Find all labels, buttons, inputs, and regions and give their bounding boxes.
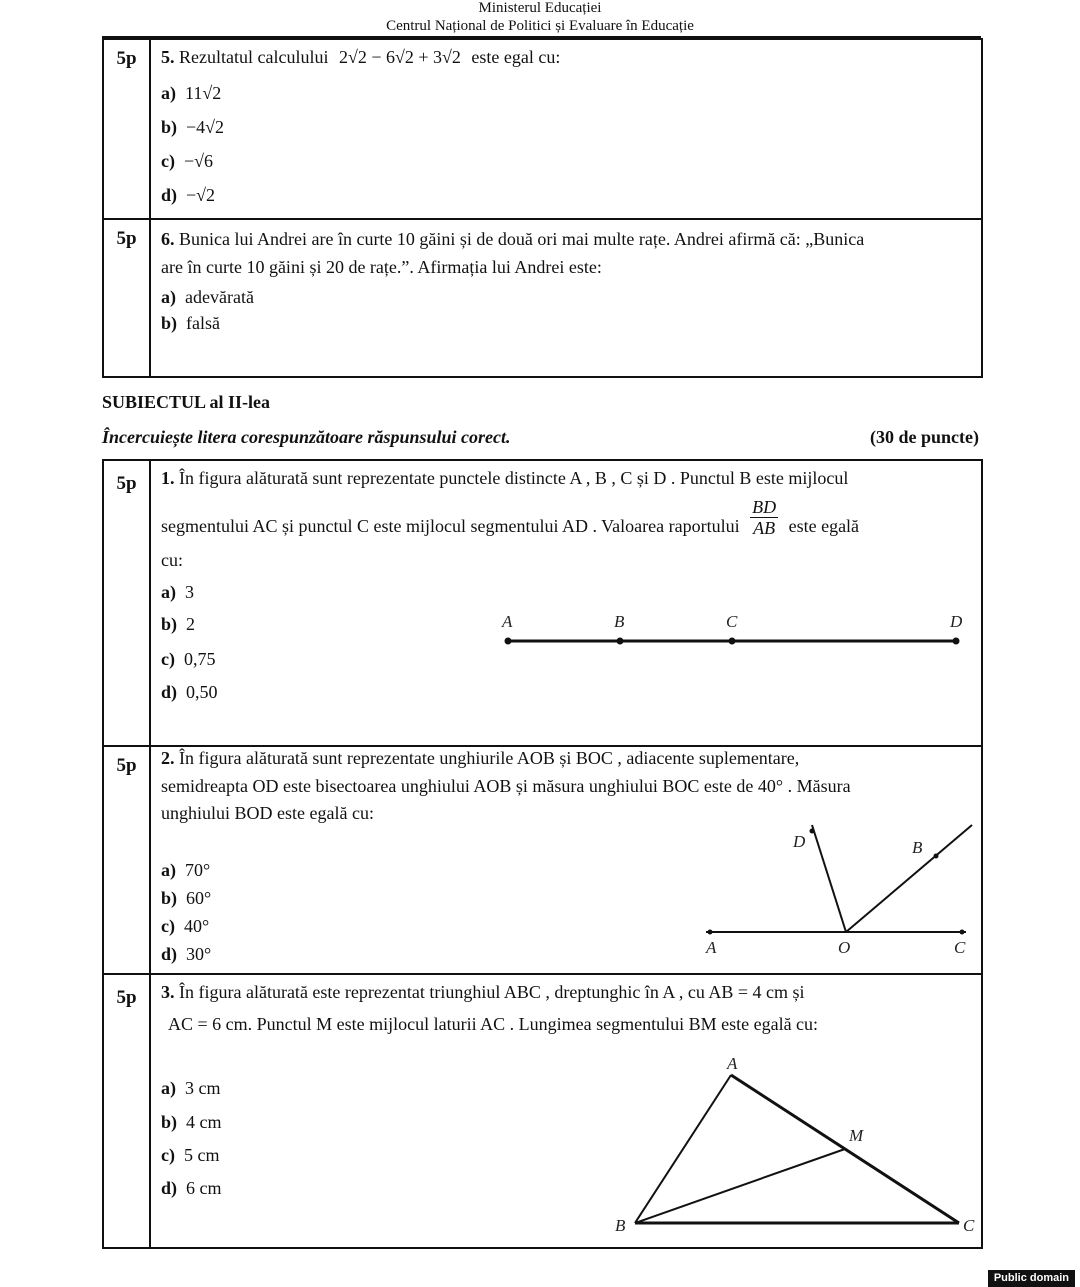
label-c: C	[963, 1216, 975, 1235]
point-d	[953, 638, 960, 645]
option-letter: d)	[161, 185, 178, 205]
segment-figure	[484, 601, 984, 661]
points-label: 5p	[116, 228, 137, 249]
option-b[interactable]	[161, 613, 195, 635]
question-2-3-line-2: AC = 6 cm. Punctul M este mijlocul laturii AC . Lungimea segmentului BM este egală cu:	[168, 1014, 819, 1034]
ratio-fraction	[750, 497, 778, 538]
option-letter: d)	[161, 682, 178, 702]
option-b[interactable]	[161, 1111, 222, 1133]
fraction-denominator: AB	[753, 518, 776, 538]
option-value: 60°	[186, 888, 212, 908]
question-text: În figura alăturată sunt reprezentate punctele distincte A , B , C și D . Punctul B este mijlocul	[179, 468, 849, 488]
question-text: În figura alăturată este reprezentat triunghiul ABC , dreptunghic în A , cu AB = 4 cm și	[179, 982, 805, 1002]
option-d[interactable]	[161, 1177, 222, 1199]
option-letter: b)	[161, 117, 178, 137]
option-value: 0,50	[186, 682, 218, 702]
question-text: Rezultatul calculului	[179, 47, 329, 67]
point-a	[708, 930, 713, 935]
points-label: 5p	[116, 48, 137, 69]
option-letter: a)	[161, 582, 176, 602]
points-cell	[104, 40, 151, 218]
section-title: SUBIECTUL al II-lea	[102, 392, 271, 412]
option-b[interactable]	[161, 116, 224, 138]
option-value: 6 cm	[186, 1178, 222, 1198]
question-2-2-line-3: unghiului BOD este egală cu:	[161, 803, 374, 823]
option-letter: b)	[161, 313, 178, 333]
option-value: 3 cm	[185, 1078, 221, 1098]
question-2-2-line-1	[161, 747, 799, 769]
segment-bm	[635, 1149, 845, 1223]
question-5-stem	[161, 46, 560, 68]
fraction-numerator: BD	[752, 497, 777, 517]
ray-ob	[846, 825, 972, 932]
question-6-line-2: are în curte 10 găini și 20 de rațe.”. Afirmația lui Andrei este:	[161, 257, 602, 277]
ray-od	[812, 825, 846, 932]
question-text: segmentului AC și punctul C este mijlocul segmentului AD . Valoarea raportului	[161, 515, 740, 536]
option-d[interactable]	[161, 943, 211, 965]
option-value: 30°	[186, 944, 212, 964]
question-text: Bunica lui Andrei are în curte 10 găini și de două ori mai multe rațe. Andrei afirmă că: „Bunica	[179, 229, 865, 249]
label-d: D	[793, 832, 806, 851]
option-value: 3	[185, 582, 194, 602]
question-number: 6.	[161, 229, 175, 249]
option-value: 40°	[183, 916, 210, 936]
section-instruction: Încercuiește litera corespunzătoare răspunsului corect.	[102, 427, 511, 447]
question-2-2-line-2: semidreapta OD este bisectoarea unghiului AOB și măsura unghiului BOC este de 40° . Măsura	[161, 776, 851, 796]
question-6-line-1	[161, 228, 864, 250]
label-a: A	[706, 938, 717, 957]
option-letter: d)	[161, 944, 178, 964]
option-a[interactable]	[161, 859, 210, 881]
question-5-box	[102, 38, 983, 220]
option-letter: c)	[161, 649, 175, 669]
option-letter: c)	[161, 151, 175, 171]
public-domain-badge: Public domain	[988, 1270, 1075, 1287]
option-letter: a)	[161, 287, 176, 307]
point-b	[934, 854, 939, 859]
option-value: 70°	[185, 860, 211, 880]
option-value: adevărată	[185, 287, 254, 307]
question-2-3-box	[102, 975, 983, 1249]
label-b: B	[912, 838, 923, 857]
label-c: C	[954, 938, 966, 957]
question-text: este egal cu:	[471, 47, 561, 67]
label-b: B	[614, 612, 625, 631]
triangle-figure	[609, 1055, 979, 1245]
label-a: A	[502, 612, 513, 631]
option-b[interactable]	[161, 887, 211, 909]
option-value: 0,75	[183, 649, 216, 669]
points-label: 5p	[116, 473, 137, 494]
point-c	[960, 930, 965, 935]
option-letter: a)	[161, 1078, 176, 1098]
option-value: 2	[186, 614, 196, 634]
question-2-1-line-3: cu:	[161, 550, 183, 570]
option-letter: b)	[161, 614, 178, 634]
option-b[interactable]	[161, 312, 220, 334]
option-value: falsă	[186, 313, 220, 333]
option-value: 5 cm	[183, 1145, 220, 1165]
points-cell	[104, 975, 151, 1247]
points-cell	[104, 461, 151, 745]
question-number: 2.	[161, 748, 175, 768]
point-b	[617, 638, 624, 645]
question-number: 5.	[161, 47, 175, 67]
option-value: −√6	[183, 151, 214, 171]
option-a[interactable]	[161, 581, 194, 603]
label-b: B	[615, 1216, 626, 1235]
header-ministry: Ministerul Educației	[478, 0, 602, 16]
option-d[interactable]	[161, 681, 218, 703]
option-letter: a)	[161, 860, 176, 880]
option-c[interactable]	[161, 915, 209, 937]
points-label: 5p	[116, 987, 137, 1008]
question-2-2-box	[102, 745, 983, 975]
point-a	[505, 638, 512, 645]
points-cell	[104, 218, 151, 376]
option-c[interactable]	[161, 648, 215, 670]
question-2-1-line-1	[161, 467, 848, 489]
angles-figure	[694, 815, 984, 965]
question-text: este egală	[788, 515, 860, 536]
side-ab	[635, 1075, 731, 1223]
section-points: (30 de puncte)	[870, 427, 979, 447]
question-6-box	[102, 218, 983, 378]
option-value: 11√2	[185, 83, 222, 103]
question-2-1-box	[102, 459, 983, 747]
option-letter: b)	[161, 1112, 178, 1132]
question-text: În figura alăturată sunt reprezentate unghiurile AOB și BOC , adiacente suplementare,	[179, 748, 800, 768]
question-number: 1.	[161, 468, 175, 488]
option-a[interactable]	[161, 1077, 221, 1099]
point-c	[729, 638, 736, 645]
label-o: O	[838, 938, 851, 957]
option-letter: a)	[161, 83, 176, 103]
option-letter: d)	[161, 1178, 178, 1198]
option-d[interactable]	[161, 184, 215, 206]
label-a: A	[727, 1055, 738, 1073]
question-number: 3.	[161, 982, 175, 1002]
math-expression: 2√2 − 6√2 + 3√2	[338, 47, 461, 67]
option-value: −√2	[186, 185, 216, 205]
question-2-3-line-1	[161, 981, 805, 1003]
points-label: 5p	[116, 755, 137, 776]
option-a[interactable]	[161, 82, 221, 104]
option-c[interactable]	[161, 1144, 219, 1166]
label-d: D	[950, 612, 963, 631]
option-value: −4√2	[186, 117, 225, 137]
option-letter: c)	[161, 916, 175, 936]
option-a[interactable]	[161, 286, 254, 308]
point-d	[810, 829, 815, 834]
option-c[interactable]	[161, 150, 213, 172]
option-value: 4 cm	[186, 1112, 222, 1132]
label-m: M	[849, 1126, 864, 1145]
option-letter: b)	[161, 888, 178, 908]
question-2-1-line-2	[161, 497, 859, 538]
header-center: Centrul Național de Politici și Evaluare în Educație	[386, 18, 694, 34]
label-c: C	[726, 612, 738, 631]
points-cell	[104, 745, 151, 973]
option-letter: c)	[161, 1145, 175, 1165]
